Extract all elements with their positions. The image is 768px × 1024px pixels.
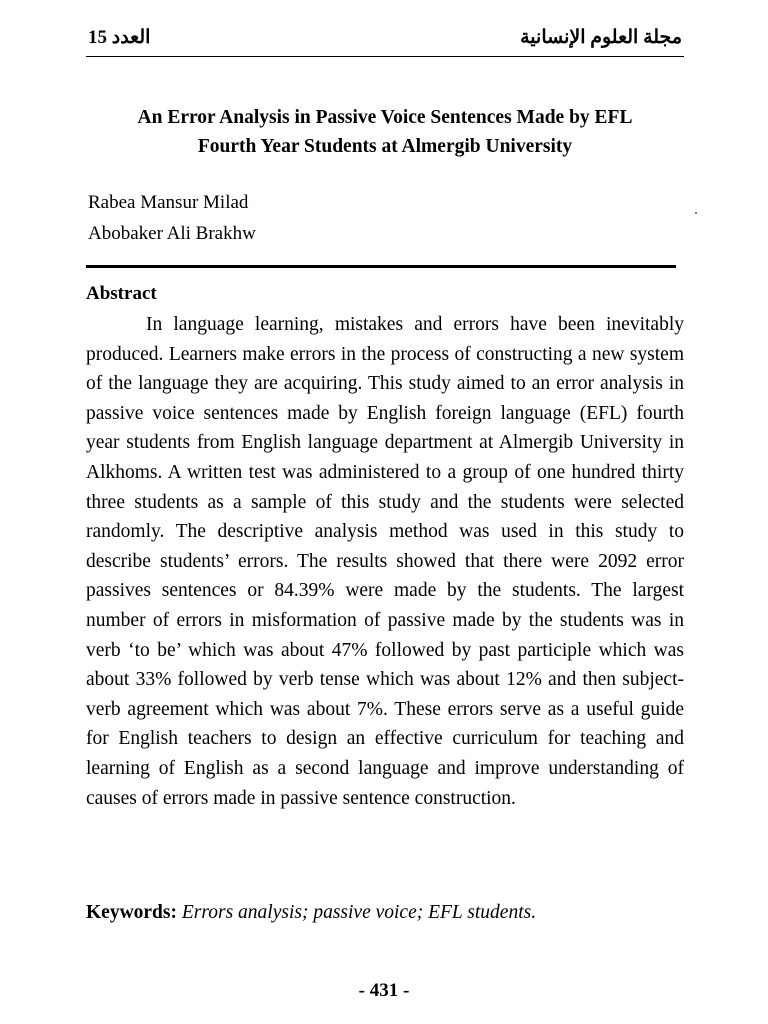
abstract-body: In language learning, mistakes and errors have been inevitably produced. Learners make errors in the process of constructing a new system of the language they are acquiring. This study aimed to an error analysis in passive voice sentences made by English foreign language (EFL) fourth year students from English language department at Almergib University in Alkhoms. A written test was administered to a group of one hundred thirty three students as a sample of this study and the students were selected randomly. The descriptive analysis method was used in this study to describe students’ errors. The results showed that there were 2092 error passives sentences or 84.39% were made by the students. The largest number of errors in misformation of passive made by the students was in verb ‘to be’ which was about 47% followed by past participle which was about 33% followed by verb tense which was about 12% and then subject-verb agreement which was about 7%. These errors serve as a useful guide for English teachers to design an effective curriculum for teaching and learning of English as a second language and improve understanding of causes of errors made in passive sentence construction. xyxy=(86,314,684,809)
title-line-2: Fourth Year Students at Almergib University xyxy=(197,136,573,157)
keywords xyxy=(86,902,684,924)
journal-name: مجلة العلوم الإنسانية xyxy=(520,27,682,48)
keywords-text: Errors analysis; passive voice; EFL students. xyxy=(181,902,537,923)
issue-number: العدد 15 xyxy=(88,27,151,48)
author-2: Abobaker Ali Brakhw xyxy=(88,223,256,244)
title-line-1: An Error Analysis in Passive Voice Sentences Made by EFL xyxy=(137,107,633,128)
scan-speck xyxy=(695,212,697,214)
page-number: - 431 - xyxy=(358,980,410,1001)
paper-title xyxy=(86,103,684,161)
running-header xyxy=(86,22,684,57)
abstract-heading: Abstract xyxy=(86,283,157,304)
keywords-label: Keywords: xyxy=(86,902,177,923)
author-1: Rabea Mansur Milad xyxy=(88,192,249,213)
separator-rule xyxy=(86,265,676,268)
